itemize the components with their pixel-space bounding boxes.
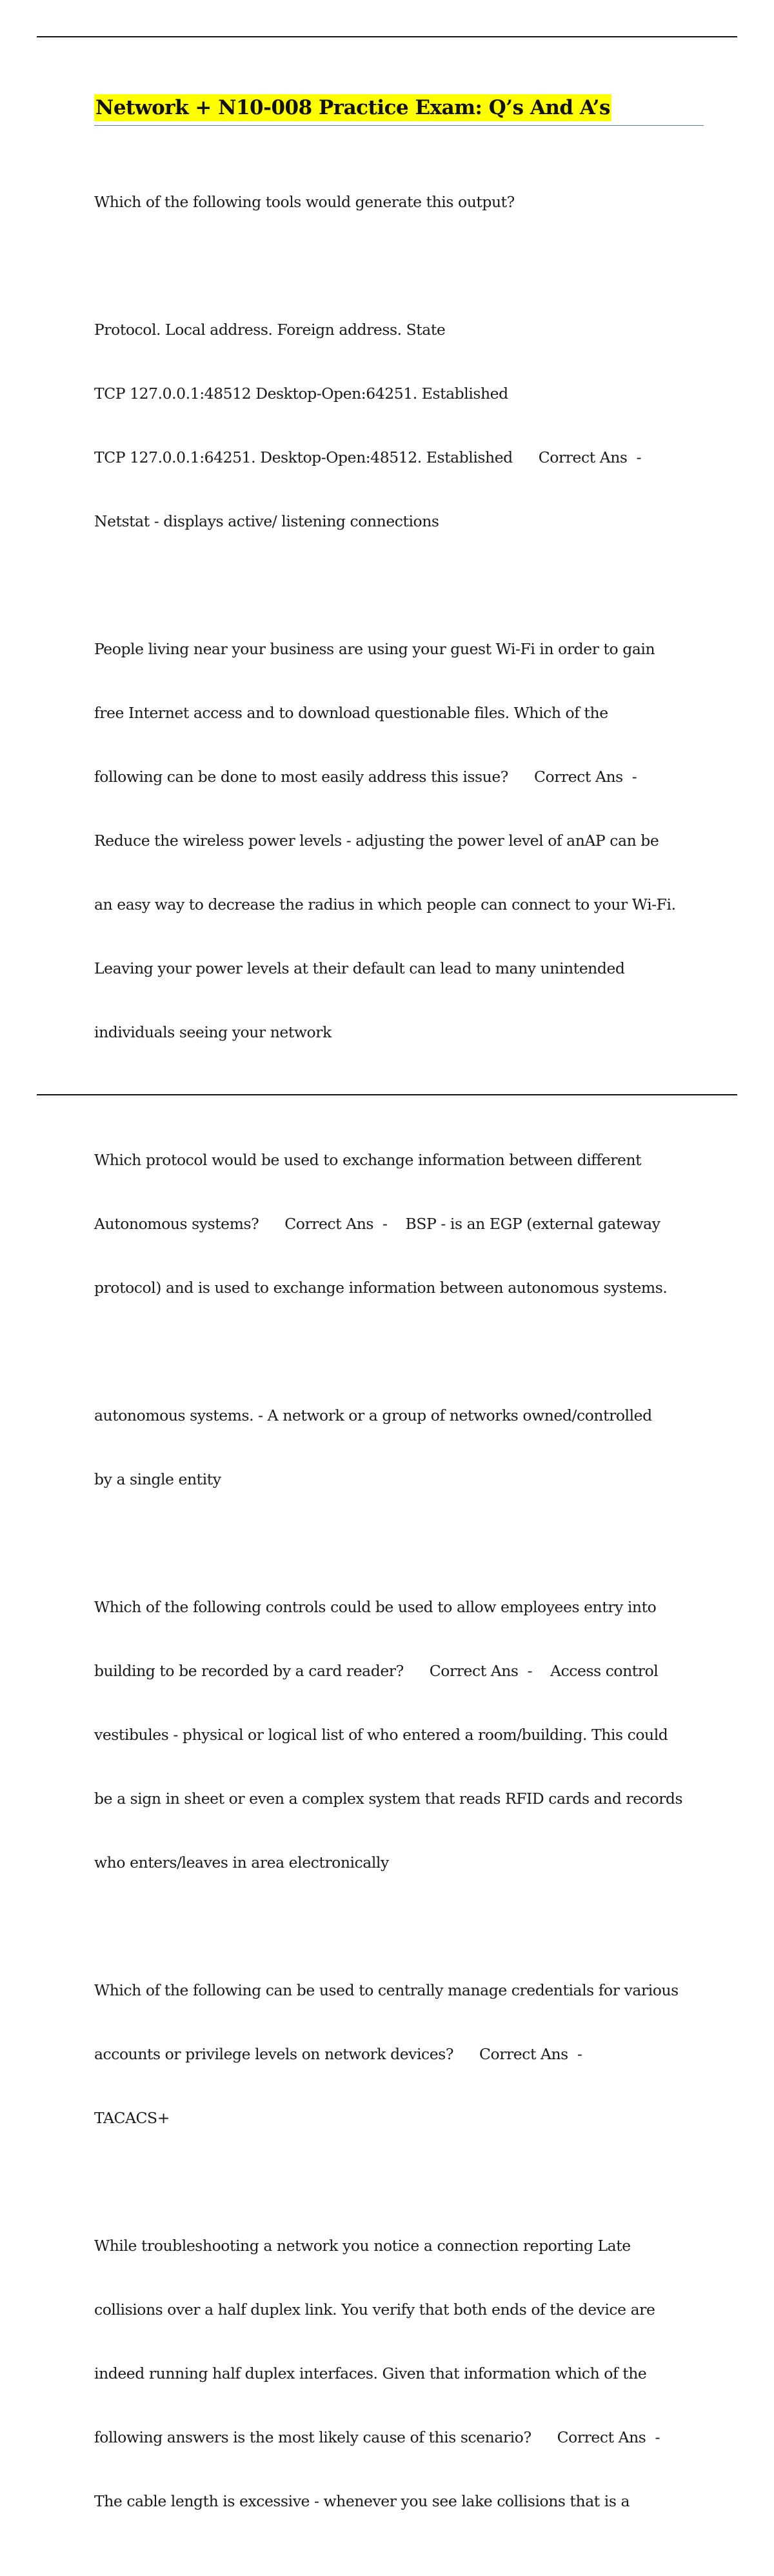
footer-rule	[37, 1094, 737, 1095]
document-body	[94, 94, 704, 2576]
answer-line: who enters/leaves in area electronically	[94, 1853, 389, 1872]
question-line	[94, 1213, 704, 1235]
question-text: Autonomous systems?	[94, 1215, 259, 1233]
answer-line: Reduce the wireless power levels - adjusting the power level of anAP can be	[94, 832, 659, 850]
answer-line: individuals seeing your network	[94, 1023, 332, 1041]
answer-line: TACACS+	[94, 2109, 170, 2127]
correct-answer-label: Correct Ans -	[538, 448, 642, 466]
question-line	[94, 1661, 704, 1682]
qa-item	[94, 149, 704, 575]
answer-line: an easy way to decrease the radius in which people can connect to your Wi-Fi.	[94, 895, 676, 914]
correct-answer-label: Correct Ans -	[479, 2045, 582, 2063]
question-line: Which of the following can be used to centrally manage credentials for various	[94, 1981, 679, 1999]
qa-item	[94, 1937, 704, 2172]
question-line	[94, 255, 704, 277]
answer-line: The cable length is excessive - whenever you see lake collisions that is a	[94, 2492, 630, 2510]
definition-line: autonomous systems. - A network or a group of networks owned/controlled	[94, 1406, 652, 1424]
question-line: free Internet access and to download questionable files. Which of the	[94, 704, 608, 722]
title-block	[94, 94, 704, 126]
answer-line: protocol) and is used to exchange information between autonomous systems.	[94, 1279, 668, 1297]
qa-item	[94, 596, 704, 1086]
answer-line: vestibules - physical or logical list of who entered a room/building. This could	[94, 1726, 668, 1744]
definition-line: by a single entity	[94, 1470, 221, 1488]
question-line: Protocol. Local address. Foreign address. State	[94, 321, 446, 339]
question-line: Which of the following controls could be used to allow employees entry into	[94, 1598, 657, 1616]
answer-line: Leaving your power levels at their default can lead to many unintended	[94, 959, 625, 977]
question-line: TCP 127.0.0.1:48512 Desktop-Open:64251. Established	[94, 384, 508, 403]
answer-line: Netstat - displays active/ listening connections	[94, 512, 439, 530]
question-line	[94, 766, 704, 788]
qa-item	[94, 1107, 704, 1341]
qa-item	[94, 1554, 704, 1916]
question-text: following answers is the most likely cause of this scenario?	[94, 2428, 531, 2446]
question-line: Which protocol would be used to exchange information between different	[94, 1151, 642, 1169]
correct-answer-label: Correct Ans -	[429, 1662, 533, 1680]
correct-answer-label: Correct Ans -	[533, 768, 637, 786]
answer-text: Access control	[550, 1662, 659, 1680]
question-line	[94, 2044, 704, 2065]
question-text: building to be recorded by a card reader?	[94, 1662, 404, 1680]
answer-line: be a sign in sheet or even a complex system that reads RFID cards and records	[94, 1790, 683, 1808]
question-line: indeed running half duplex interfaces. Given that information which of the	[94, 2364, 647, 2382]
question-line: Which of the following tools would generate this output?	[94, 193, 515, 211]
question-line	[94, 447, 704, 468]
qa-item	[94, 2193, 704, 2555]
question-text: accounts or privilege levels on network devices?	[94, 2045, 453, 2063]
question-text: following can be done to most easily address this issue?	[94, 768, 508, 786]
header-rule	[37, 36, 737, 37]
definition-item	[94, 1363, 704, 1533]
answer-text: BSP - is an EGP (external gateway	[405, 1215, 660, 1233]
question-line: While troubleshooting a network you notice a connection reporting Late	[94, 2237, 631, 2255]
correct-answer-label: Correct Ans -	[557, 2428, 660, 2446]
question-line: collisions over a half duplex link. You verify that both ends of the device are	[94, 2301, 655, 2319]
correct-answer-label: Correct Ans -	[284, 1215, 388, 1233]
question-line	[94, 2427, 704, 2448]
question-text: TCP 127.0.0.1:64251. Desktop-Open:48512. Established	[94, 448, 513, 466]
question-line: People living near your business are using your guest Wi-Fi in order to gain	[94, 640, 655, 658]
page-title: Network + N10-008 Practice Exam: Q’s And A’s	[94, 94, 611, 121]
